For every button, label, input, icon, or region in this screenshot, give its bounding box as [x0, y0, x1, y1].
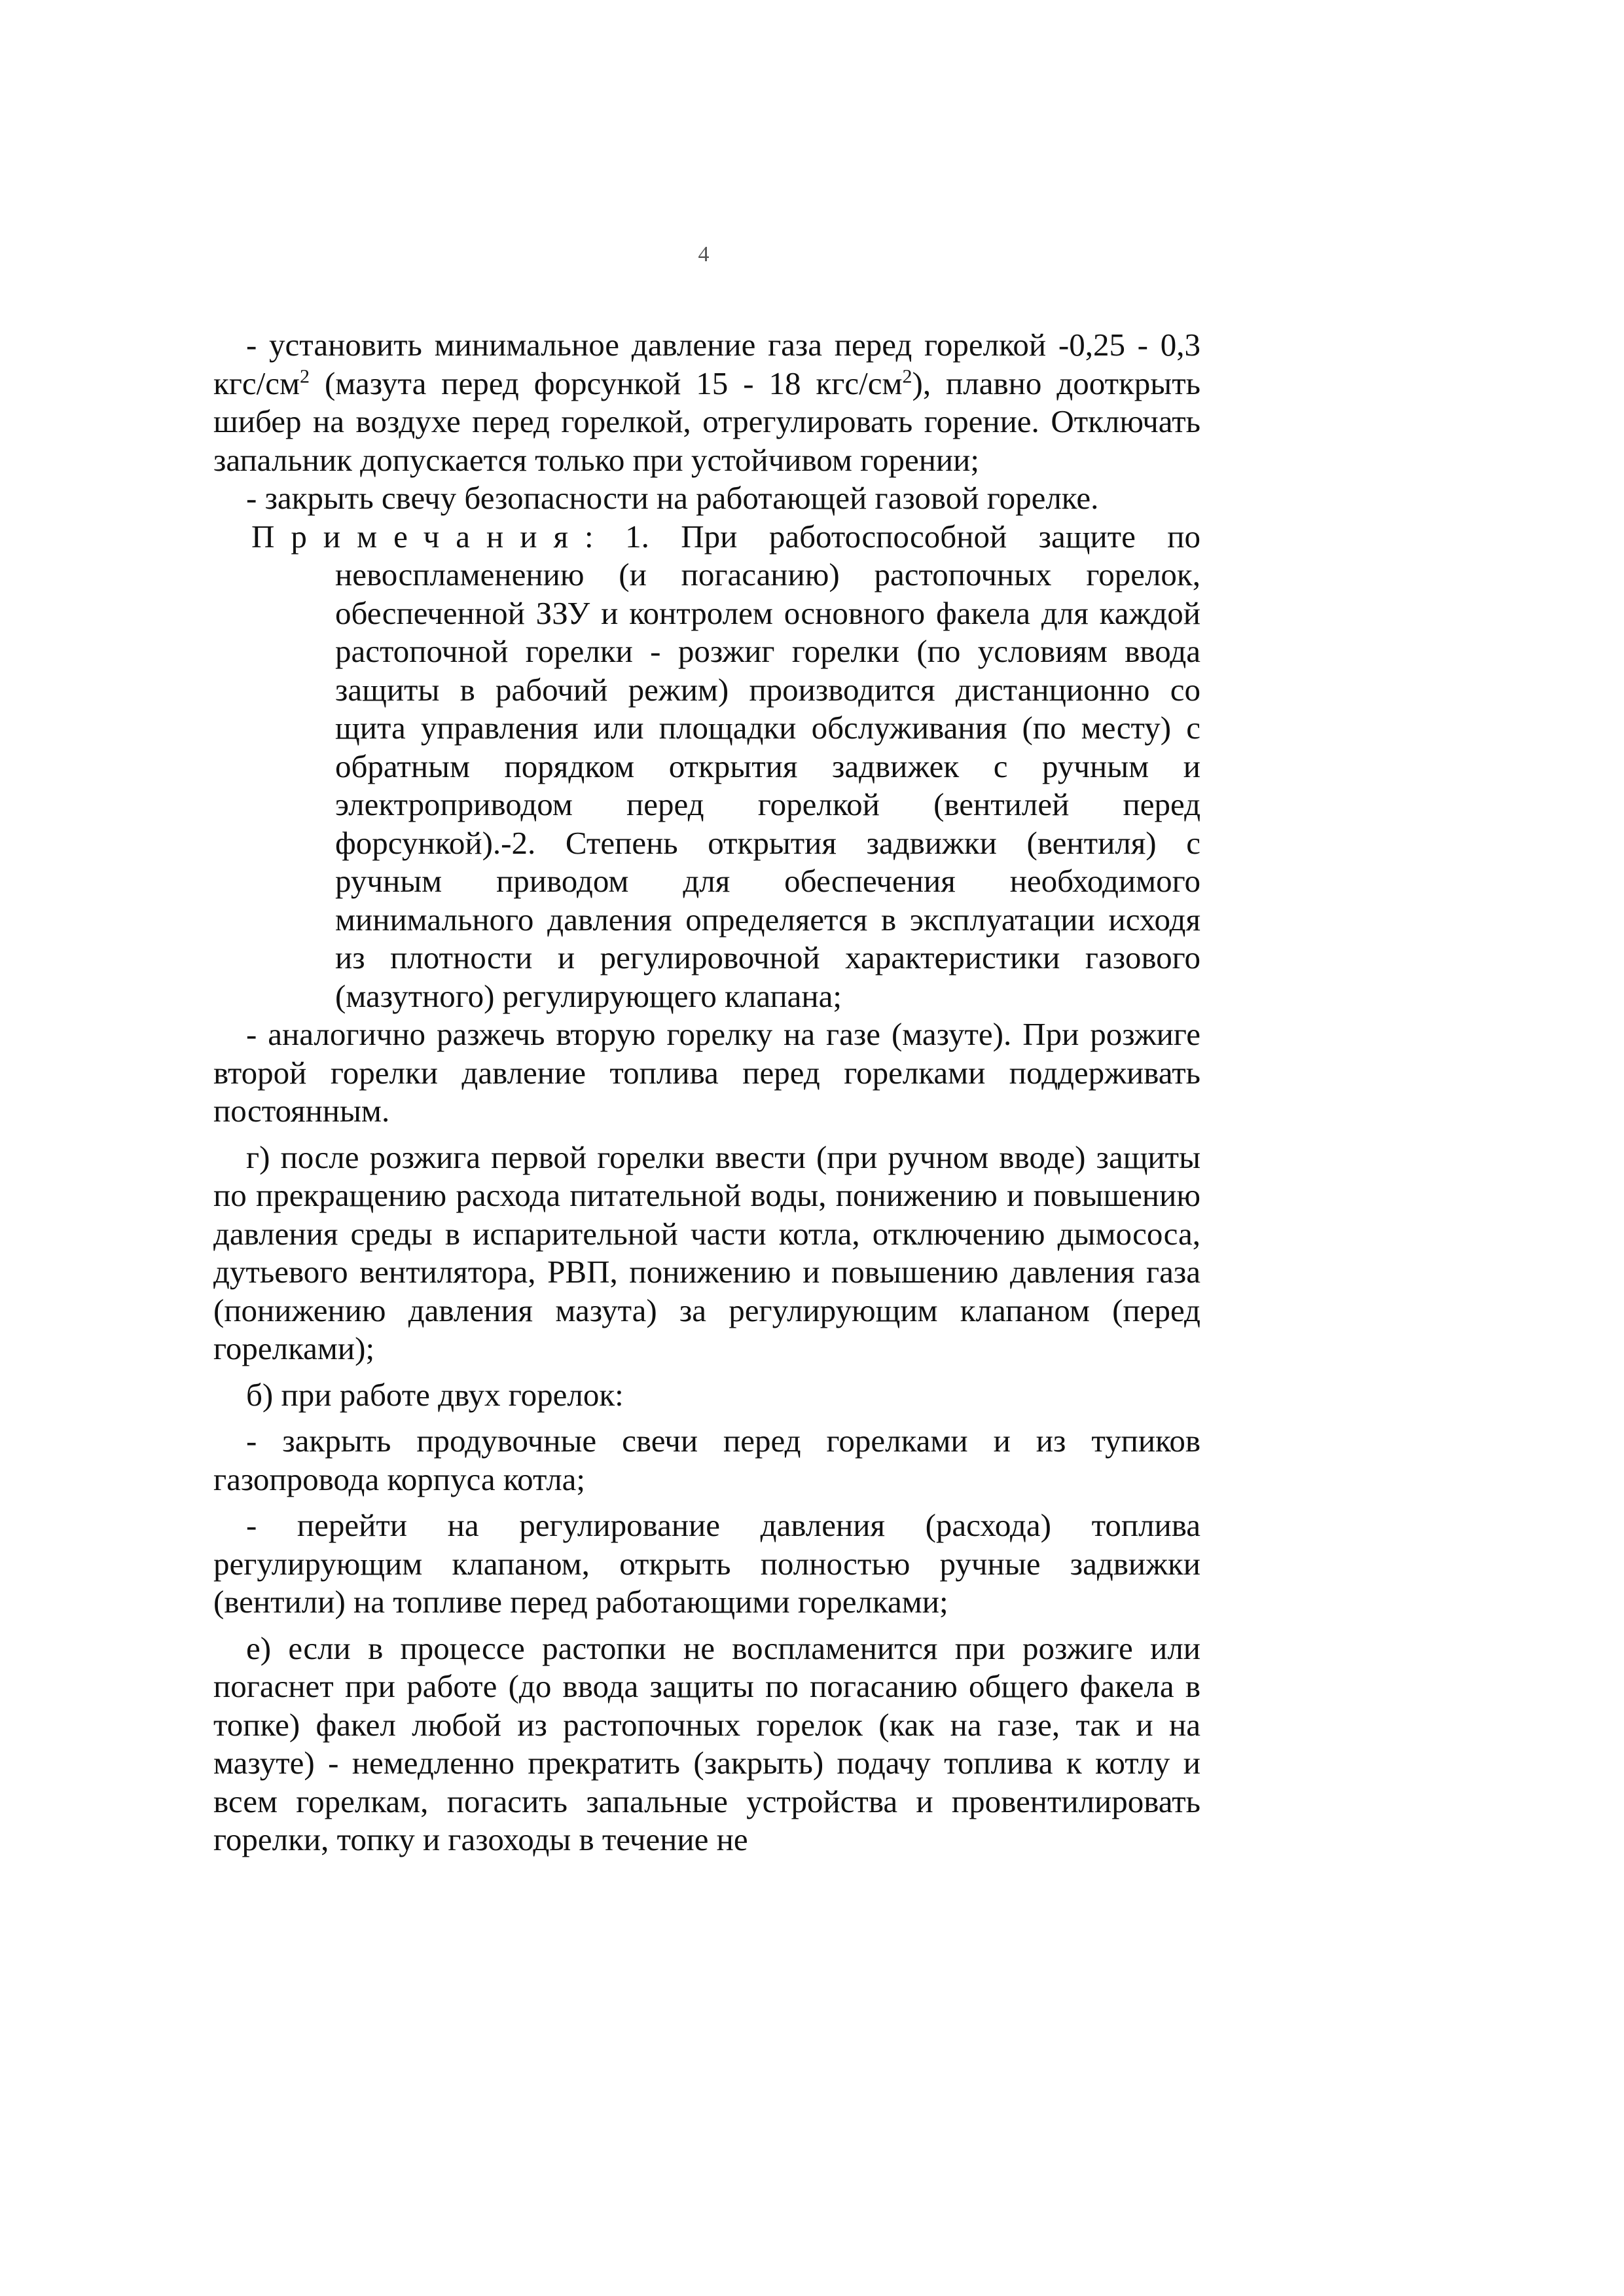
paragraph-gas-pressure-text-a: - установить минимальное давление газа перед горелкой -0,25 - 0,3 кгс/см — [213, 327, 1200, 401]
paragraph-close-purge-candles: - закрыть продувочные свечи перед горелками и из тупиков газопровода корпуса котла; — [213, 1423, 1200, 1497]
paragraph-second-burner: - аналогично разжечь вторую горелку на газе (мазуте). При розжиге второй горелки давление топлива перед горелками поддерживать постоянным. — [213, 1016, 1200, 1129]
paragraph-gas-pressure — [213, 326, 1200, 479]
paragraph-gas-pressure-text-c: ), плавно дооткрыть шибер на воздухе перед горелкой, отрегулировать горение. Отключать запальник допускается только при устойчивом горении; — [213, 365, 1200, 478]
note-label: Примечания — [251, 518, 585, 555]
paragraph-g-protections: г) после розжига первой горелки ввести (при ручном вводе) защиты по прекращению расхода питательной воды, понижению и повышению давления среды в испарительной части котла, отключению дымососа, дутьевого вентилятора, РВП, понижению и повышению давления газа (понижению давления мазута) за регулирующим клапаном (перед горелками); — [213, 1139, 1200, 1366]
paragraph-gas-pressure-text-b: (мазута перед форсункой 15 - 18 кгс/см — [310, 365, 903, 401]
note-block — [251, 518, 1200, 1016]
paragraph-switch-regulation: - перейти на регулирование давления (расхода) топлива регулирующим клапаном, открыть полностью ручные задвижки (вентили) на топливе перед работающими горелками; — [213, 1507, 1200, 1620]
superscript-2: 2 — [902, 365, 912, 388]
page-number: 4 — [698, 242, 710, 266]
superscript-2: 2 — [300, 365, 310, 388]
document-body — [213, 326, 1200, 1859]
paragraph-b-two-burners: б) при работе двух горелок: — [246, 1376, 624, 1413]
paragraph-close-safety-candle: - закрыть свечу безопасности на работающей газовой горелке. — [246, 480, 1099, 516]
paragraph-e-flame-failure: е) если в процессе растопки не воспламенится при розжиге или погаснет при работе (до ввода защиты по погасанию общего факела в топке) факел любой из растопочных горелок (как на газе, так и на мазуте) - немедленно прекратить (закрыть) подачу топлива к котлу и всем горелкам, погасить запальные устройства и провентилировать горелки, топку и газоходы в течение не — [213, 1630, 1200, 1857]
note-text: : 1. При работоспособной защите по невоспламенению (и погасанию) растопочных горелок, обеспеченной ЗЗУ и контролем основного факела для каждой растопочной горелки - розжиг горелки (по условиям ввода защиты в рабочий режим) производится дистанционно со щита управления или площадки обслуживания (по месту) с обратным порядком открытия задвижек с ручным и электроприводом перед горелкой (вентилей перед форсункой).-2. Степень открытия задвижки (вентиля) с ручным приводом для обеспечения необходимого минимального давления определяется в эксплуатации исходя из плотности и регулировочной характеристики газового (мазутного) регулирующего клапана; — [335, 518, 1200, 1014]
